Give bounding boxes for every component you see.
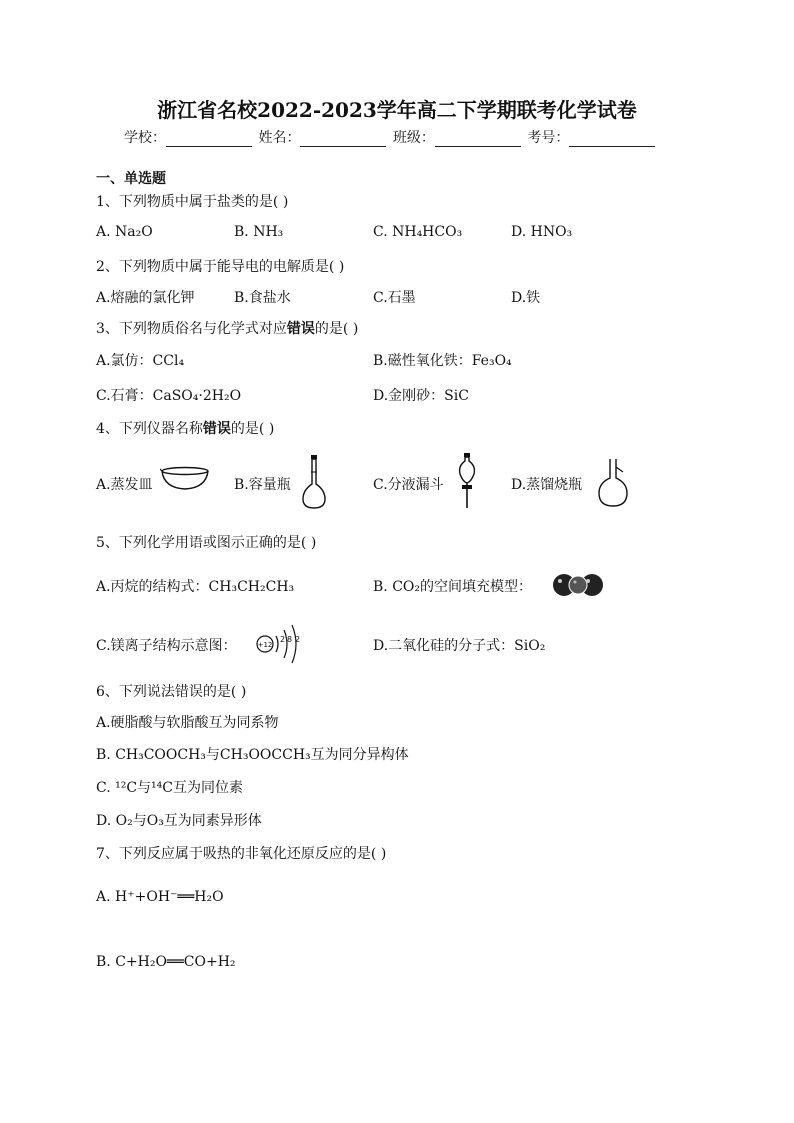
class-blank[interactable] [435, 133, 521, 147]
question-6-stem: 6、下列说法错误的是( ) [96, 684, 247, 700]
question-3-stem [96, 318, 358, 338]
question-3-stem-emphasis: 错误 [286, 321, 315, 337]
question-5-option-a[interactable]: A.丙烷的结构式：CH₃CH₂CH₃ [96, 579, 295, 595]
question-2-option-a[interactable]: A.熔融的氯化钾 [96, 290, 195, 306]
question-3-option-c[interactable]: C.石膏：CaSO₄·2H₂O [96, 388, 242, 404]
question-1-option-a[interactable]: A. Na₂O [96, 224, 153, 240]
question-4-option-d[interactable]: D.蒸馏烧瓶 [511, 477, 583, 493]
shell-1-electrons: 2 [280, 635, 286, 644]
magnesium-ion-structure-diagram [254, 622, 302, 666]
question-5-option-b[interactable]: B. CO₂的空间填充模型： [373, 579, 532, 595]
separatory-funnel-icon [454, 452, 480, 510]
question-4-stem-emphasis: 错误 [202, 421, 231, 437]
school-blank[interactable] [166, 133, 252, 147]
exam-no-blank[interactable] [569, 133, 655, 147]
distillation-flask-icon [596, 458, 630, 508]
question-7-option-b[interactable]: B. C+H₂O══CO+H₂ [96, 954, 236, 970]
shell-2-electrons: 8 [287, 635, 293, 644]
question-3-option-b[interactable]: B.磁性氧化铁：Fe₃O₄ [373, 353, 512, 369]
question-3-stem-post: 的是( ) [314, 321, 359, 337]
question-1-stem: 1、下列物质中属于盐类的是( ) [96, 194, 289, 210]
name-blank[interactable] [300, 133, 386, 147]
question-4-stem [96, 418, 274, 438]
shell-3-electrons: 2 [295, 635, 301, 644]
question-4-stem-post: 的是( ) [230, 421, 275, 437]
question-5-option-d[interactable]: D.二氧化硅的分子式：SiO₂ [373, 638, 546, 654]
class-label: 班级： [392, 130, 435, 146]
question-6-option-c[interactable]: C. ¹²C与¹⁴C互为同位素 [96, 780, 243, 796]
question-6-option-d[interactable]: D. O₂与O₃互为同素异形体 [96, 813, 262, 829]
question-3-option-d[interactable]: D.金刚砂：SiC [373, 388, 469, 404]
question-7-option-a[interactable]: A. H⁺+OH⁻══H₂O [96, 889, 224, 905]
question-3-option-a[interactable]: A.氯仿：CCl₄ [96, 353, 185, 369]
section-heading: 一、单选题 [96, 171, 166, 187]
question-1-option-d[interactable]: D. HNO₃ [511, 224, 573, 240]
question-4-option-b[interactable]: B.容量瓶 [234, 477, 291, 493]
question-2-option-b[interactable]: B.食盐水 [234, 290, 291, 306]
question-1-option-b[interactable]: B. NH₃ [234, 224, 284, 240]
question-4-option-c[interactable]: C.分液漏斗 [373, 477, 444, 493]
question-5-stem: 5、下列化学用语或图示正确的是( ) [96, 535, 317, 551]
student-info-line [124, 127, 657, 147]
question-4-stem-pre: 4、下列仪器名称 [96, 421, 203, 437]
question-5-option-c[interactable]: C.镁离子结构示意图： [96, 638, 237, 654]
school-label: 学校： [124, 130, 166, 146]
question-1-option-c[interactable]: C. NH₄HCO₃ [373, 224, 463, 240]
evaporating-dish-icon [160, 466, 210, 492]
question-7-stem: 7、下列反应属于吸热的非氧化还原反应的是( ) [96, 846, 387, 862]
volumetric-flask-icon [300, 454, 330, 510]
page-title: 浙江省名校2022-2023学年高二下学期联考化学试卷 [157, 98, 637, 122]
question-4-option-a[interactable]: A.蒸发皿 [96, 477, 153, 493]
question-2-stem: 2、下列物质中属于能导电的电解质是( ) [96, 259, 345, 275]
question-3-stem-pre: 3、下列物质俗名与化学式对应 [96, 321, 287, 337]
question-6-option-b[interactable]: B. CH₃COOCH₃与CH₃OOCCH₃互为同分异构体 [96, 747, 409, 763]
name-label: 姓名： [258, 130, 301, 146]
question-2-option-c[interactable]: C.石墨 [373, 290, 416, 306]
question-6-option-a[interactable]: A.硬脂酸与软脂酸互为同系物 [96, 715, 279, 731]
co2-space-filling-model-icon [551, 570, 605, 600]
exam-no-label: 考号： [527, 130, 570, 146]
question-2-option-d[interactable]: D.铁 [511, 290, 541, 306]
nucleus-charge-label: +12 [257, 641, 273, 649]
